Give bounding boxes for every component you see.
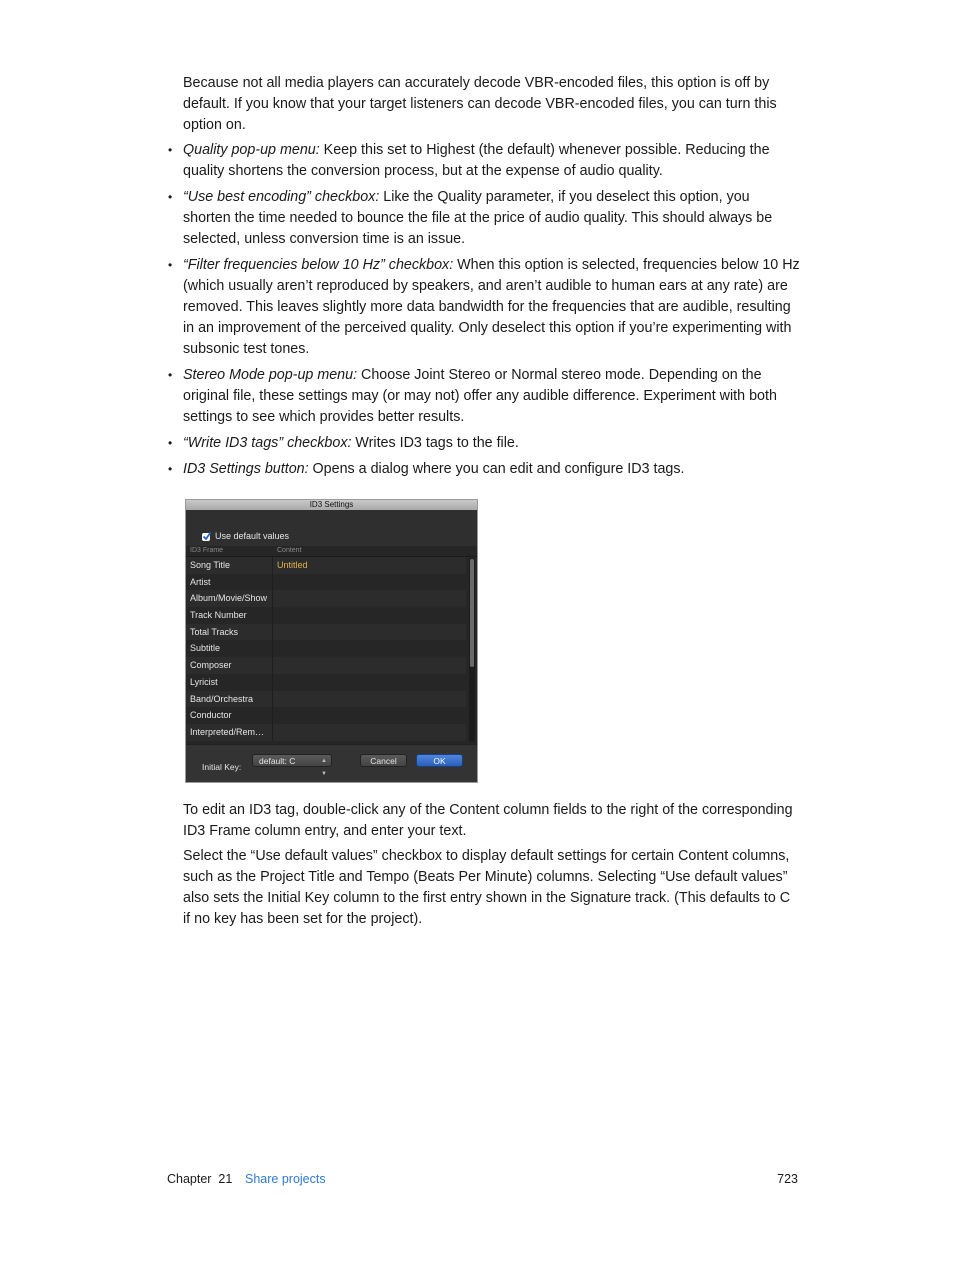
option-term: ID3 Settings button: [183,461,309,477]
bullet-icon: • [168,143,173,157]
column-divider [272,640,273,657]
use-default-values-label: Use default values [215,531,290,541]
option-list [168,140,801,480]
table-row[interactable] [186,707,466,724]
content-cell[interactable]: Untitled [277,560,308,570]
option-term: “Filter frequencies below 10 Hz” checkbox: [183,257,454,273]
vertical-scrollbar[interactable] [469,558,475,742]
table-rows [186,557,466,741]
option-description: Opens a dialog where you can edit and configure ID3 tags. [308,461,685,477]
dialog-title: ID3 Settings [186,500,477,510]
column-divider [272,691,273,708]
default-values-paragraph: Select the “Use default values” checkbox to display default settings for certain Content columns, such as the Project Title and Tempo (Beats Per Minute) columns. Selecting “Use default values” also sets the Initial Key column to the first entry shown in the Signature track. (This defaults to C if no key has been set for the project). [183,848,791,927]
option-term: Quality pop-up menu: [183,142,320,158]
chapter-label: Chapter 21 [167,1172,233,1186]
frame-cell: Total Tracks [190,626,239,637]
bullet-icon: • [168,258,173,272]
list-item [168,255,801,360]
option-term: “Write ID3 tags” checkbox: [183,435,352,451]
frame-cell: Song Title [190,560,231,570]
frame-cell: Composer [190,660,232,671]
frame-cell: Artist [190,576,211,587]
option-description: Keep this set to Highest (the default) whenever possible. Reducing the quality shortens the conversion process, but at the expense of audio quality. [183,142,770,179]
page-body [168,73,801,934]
chapter-title-link[interactable]: Share projects [245,1172,326,1186]
frame-cell: Conductor [190,710,232,721]
bullet-icon: • [168,436,173,450]
column-divider [272,624,273,641]
list-item [168,140,801,182]
updown-arrows-icon: ▲ ▼ [321,758,327,777]
intro-paragraph: Because not all media players can accurately decode VBR-encoded files, this option is off by default. If you know that your target listeners can decode VBR-encoded files, you can turn this option on. [183,75,777,133]
table-row[interactable] [186,657,466,674]
column-divider [272,657,273,674]
scrollbar-thumb[interactable] [470,559,474,667]
table-row[interactable] [186,607,466,624]
frame-cell: Interpreted/Rem… [190,726,265,737]
column-divider [272,607,273,624]
list-item [168,187,801,250]
page-footer [167,1172,798,1192]
table-row[interactable] [186,640,466,657]
column-divider [272,557,273,574]
table-row[interactable] [186,590,466,607]
option-description: Writes ID3 tags to the file. [351,435,519,451]
id3-table [186,546,477,744]
column-divider [272,724,273,741]
table-row[interactable] [186,557,466,574]
frame-cell: Lyricist [190,676,218,687]
use-default-values-checkbox[interactable] [202,526,289,547]
table-header [186,546,477,557]
initial-key-select[interactable] [252,754,332,777]
column-header-id3-frame[interactable]: ID3 Frame [190,547,224,554]
table-row[interactable] [186,624,466,641]
option-term: “Use best encoding” checkbox: [183,189,380,205]
list-item [168,365,801,428]
bullet-icon: • [168,368,173,382]
bullet-icon: • [168,462,173,476]
column-divider [272,590,273,607]
table-row[interactable] [186,674,466,691]
option-description: Like the Quality parameter, if you deselect this option, you shorten the time needed to bounce the file at the price of audio quality. This should always be selected, unless conversion time is an issue. [183,189,773,247]
column-header-content[interactable]: Content [277,547,302,554]
bullet-icon: • [168,190,173,204]
id3-settings-dialog [185,499,478,783]
column-divider [272,707,273,724]
page-number: 723 [777,1172,798,1186]
frame-cell: Track Number [190,610,247,621]
option-description: Choose Joint Stereo or Normal stereo mode. Depending on the original file, these settings may (or may not) offer any audible difference. Experiment with both settings to see which provides better results. [183,367,777,425]
list-item [168,433,801,454]
frame-cell: Album/Movie/Show [190,593,268,604]
dialog-footer [186,744,477,782]
column-divider [272,574,273,591]
initial-key-value: default: C [259,756,296,766]
checkbox-box[interactable] [202,533,210,541]
frame-cell: Subtitle [190,643,221,654]
frame-cell: Band/Orchestra [190,693,254,704]
table-row[interactable] [186,574,466,591]
table-row[interactable] [186,724,466,741]
initial-key-label: Initial Key: [202,762,242,772]
table-row[interactable] [186,691,466,708]
cancel-button[interactable]: Cancel [360,754,407,767]
list-item [168,459,801,480]
column-divider [272,674,273,691]
edit-instructions-paragraph: To edit an ID3 tag, double-click any of the Content column fields to the right of the corresponding ID3 Frame column entry, and enter your text. [183,802,793,839]
ok-button[interactable]: OK [416,754,463,767]
option-term: Stereo Mode pop-up menu: [183,367,358,383]
checkmark-icon [202,531,212,541]
option-description: When this option is selected, frequencies below 10 Hz (which usually aren’t reproduced by speakers, and aren’t audible to human ears at any rate) are removed. This leaves slightly more data bandwidth for the frequencies that are audible, resulting in an improvement of the perceived quality. Only deselect this option if you’re experimenting with subsonic test tones. [183,257,800,357]
